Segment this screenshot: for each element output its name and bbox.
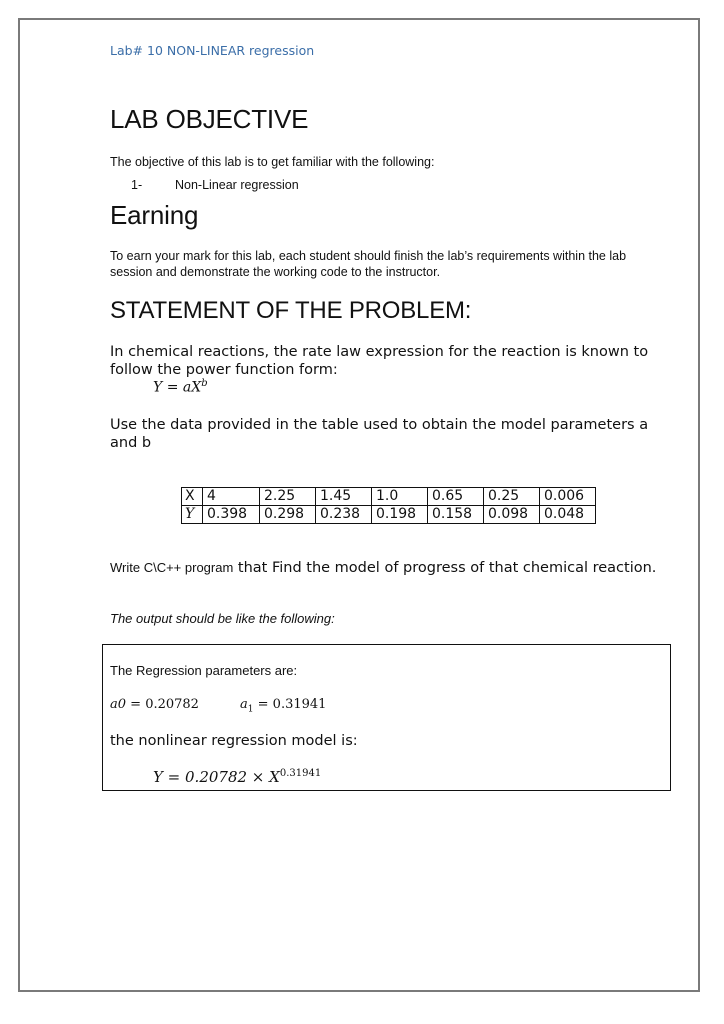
list-item-number: 1- xyxy=(131,178,143,192)
a0-value: 0.20782 xyxy=(145,697,199,712)
model-exponent: 0.31941 xyxy=(279,768,322,779)
output-line-parameters: The Regression parameters are: xyxy=(110,663,298,678)
table-cell: 0.238 xyxy=(316,506,372,524)
list-item-text: Non-Linear regression xyxy=(175,178,299,192)
output-model-formula xyxy=(153,768,321,786)
statement-heading: STATEMENT OF THE PROBLEM: xyxy=(110,297,472,324)
data-table xyxy=(181,487,596,524)
table-cell-y-label: Y xyxy=(182,506,203,524)
formula-base: Y = aX xyxy=(153,379,202,396)
output-a1 xyxy=(240,697,326,715)
objective-list-item xyxy=(131,177,299,193)
sample-output-box xyxy=(102,644,671,791)
formula-exponent: b xyxy=(201,378,208,389)
table-cell: 0.65 xyxy=(428,488,484,506)
a1-value: 0.31941 xyxy=(272,697,327,712)
objective-intro: The objective of this lab is to get familiar with the following: xyxy=(110,155,435,169)
table-cell: 0.158 xyxy=(428,506,484,524)
output-a0 xyxy=(110,697,199,712)
output-line-model: the nonlinear regression model is: xyxy=(110,733,358,749)
a1-subscript: 1 xyxy=(247,704,254,715)
table-cell: 0.198 xyxy=(372,506,428,524)
a1-label: a xyxy=(240,697,248,712)
table-cell: 1.45 xyxy=(316,488,372,506)
table-cell-x-label: X xyxy=(182,488,203,506)
statement-paragraph-2: Use the data provided in the table used to obtain the model parameters a and b xyxy=(110,417,649,451)
statement-paragraph-1: In chemical reactions, the rate law expression for the reaction is known to follow the power function form: xyxy=(110,344,649,378)
earning-heading: Earning xyxy=(110,200,199,230)
table-row-x xyxy=(182,488,596,506)
a0-label: a0 = xyxy=(110,697,146,712)
page-header: Lab# 10 NON-LINEAR regression xyxy=(110,43,315,58)
output-note: The output should be like the following: xyxy=(110,611,335,626)
table-row-y xyxy=(182,506,596,524)
table-cell: 0.25 xyxy=(484,488,540,506)
a1-equals: = xyxy=(253,697,273,712)
write-program-lead: Write C\C++ program xyxy=(110,560,234,575)
write-program-rest: that Find the model of progress of that chemical reaction. xyxy=(233,560,657,576)
table-cell: 0.098 xyxy=(484,506,540,524)
table-cell: 0.048 xyxy=(540,506,596,524)
table-cell: 0.398 xyxy=(203,506,260,524)
table-cell: 4 xyxy=(203,488,260,506)
power-formula xyxy=(153,378,208,396)
table-cell: 1.0 xyxy=(372,488,428,506)
table-cell: 2.25 xyxy=(260,488,316,506)
earning-body: To earn your mark for this lab, each student should finish the lab’s requirements within the lab session and demonstrate the working code to the instructor. xyxy=(110,249,627,279)
table-cell: 0.298 xyxy=(260,506,316,524)
write-program-paragraph xyxy=(110,559,670,577)
objective-heading: LAB OBJECTIVE xyxy=(110,104,309,134)
table-cell: 0.006 xyxy=(540,488,596,506)
model-base: Y = 0.20782 × X xyxy=(153,768,280,786)
